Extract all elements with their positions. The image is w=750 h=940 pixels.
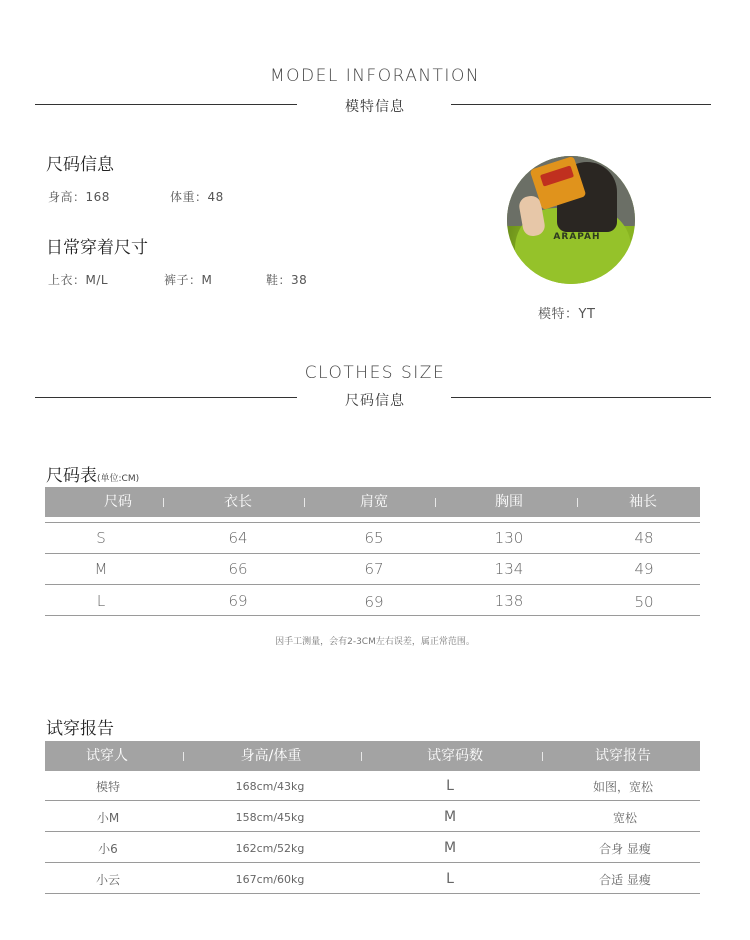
try-size-cell: L <box>446 871 454 887</box>
header-separator <box>304 498 305 507</box>
header-separator <box>361 752 362 761</box>
sleeve-col-header: 袖长 <box>629 494 657 510</box>
try-table-rule <box>45 862 700 863</box>
size-col-header: 尺码 <box>104 494 132 510</box>
chest-cell: 138 <box>494 592 524 610</box>
size-cell: L <box>96 592 106 610</box>
avatar-shirt-print: ARAPAH <box>553 232 601 242</box>
shoulder-cell: 67 <box>364 560 384 578</box>
shoes-value: 38 <box>291 273 308 287</box>
model-section-title-en: MODEL INFORANTION <box>269 66 481 86</box>
height-info <box>48 188 110 205</box>
chest-cell: 134 <box>494 560 524 578</box>
size-cell: S <box>96 529 106 547</box>
height-value: 168 <box>85 190 110 204</box>
shoulder-col-header: 肩宽 <box>360 494 388 510</box>
pants-size-info <box>164 271 212 288</box>
try-report-cell: 合身 显瘦 <box>599 842 651 856</box>
try-table-rule <box>45 800 700 801</box>
tester-cell: 小云 <box>95 873 120 887</box>
tester-cell: 小6 <box>98 842 118 856</box>
tester-col-header: 试穿人 <box>86 748 128 764</box>
shoes-label: 鞋： <box>266 273 292 287</box>
shoes-size-info <box>266 271 307 288</box>
daily-size-heading: 日常穿着尺寸 <box>46 238 148 258</box>
clothes-section-title-cn: 尺码信息 <box>345 393 405 409</box>
try-report-cell: 宽松 <box>612 811 637 825</box>
height-weight-cell: 158cm/45kg <box>235 811 305 824</box>
size-info-heading: 尺码信息 <box>46 155 114 175</box>
try-size-col-header: 试穿码数 <box>427 748 483 764</box>
size-table-rule <box>45 615 700 616</box>
header-separator <box>183 752 184 761</box>
model-caption <box>538 303 595 322</box>
height-weight-col-header: 身高/体重 <box>240 748 302 764</box>
length-cell: 69 <box>228 592 248 610</box>
shoulder-cell: 69 <box>364 593 384 611</box>
top-value: M/L <box>85 273 109 287</box>
header-separator <box>577 498 578 507</box>
length-cell: 64 <box>228 529 248 547</box>
model-caption-name: YT <box>578 307 596 322</box>
header-separator <box>163 498 164 507</box>
length-cell: 66 <box>228 560 248 578</box>
measurement-note: 因手工测量，会有2-3CM左右误差，属正常范围。 <box>275 637 475 647</box>
top-label: 上衣： <box>48 273 86 287</box>
chest-cell: 130 <box>494 529 524 547</box>
size-table-rule <box>45 584 700 585</box>
model-section-title-cn: 模特信息 <box>345 99 405 115</box>
size-table-header <box>45 487 700 517</box>
weight-value: 48 <box>207 190 224 204</box>
try-size-cell: L <box>446 778 454 794</box>
try-table-header <box>45 741 700 771</box>
tester-cell: 小M <box>96 811 120 825</box>
top-size-info <box>48 271 108 288</box>
weight-info <box>170 188 224 205</box>
try-report-cell: 如图，宽松 <box>592 780 653 794</box>
size-table-title-wrap <box>46 461 139 486</box>
pants-label: 裤子： <box>164 273 202 287</box>
sleeve-cell: 49 <box>634 560 654 578</box>
try-size-cell: M <box>443 840 457 856</box>
clothes-section-title-en: CLOTHES SIZE <box>304 363 446 383</box>
chest-col-header: 胸围 <box>495 494 523 510</box>
model-avatar <box>507 156 635 284</box>
try-report-col-header: 试穿报告 <box>595 748 651 764</box>
sleeve-cell: 50 <box>634 593 654 611</box>
try-table-rule <box>45 831 700 832</box>
size-table-title: 尺码表 <box>46 466 97 486</box>
try-table-title: 试穿报告 <box>46 719 114 739</box>
height-weight-cell: 162cm/52kg <box>235 842 305 855</box>
size-cell: M <box>94 560 108 578</box>
try-size-cell: M <box>443 809 457 825</box>
weight-label: 体重： <box>170 190 208 204</box>
size-table-rule <box>45 522 700 523</box>
header-separator <box>542 752 543 761</box>
model-caption-label: 模特： <box>538 307 579 322</box>
height-label: 身高： <box>48 190 86 204</box>
tester-cell: 模特 <box>95 780 120 794</box>
size-table-unit: (单位:CM) <box>97 474 140 484</box>
length-col-header: 衣长 <box>224 494 252 510</box>
shoulder-cell: 65 <box>364 529 384 547</box>
try-report-cell: 合适 显瘦 <box>599 873 651 887</box>
try-table-rule <box>45 893 700 894</box>
pants-value: M <box>201 273 213 287</box>
header-separator <box>435 498 436 507</box>
size-table-rule <box>45 553 700 554</box>
height-weight-cell: 168cm/43kg <box>235 780 305 793</box>
height-weight-cell: 167cm/60kg <box>235 873 305 886</box>
sleeve-cell: 48 <box>634 529 654 547</box>
